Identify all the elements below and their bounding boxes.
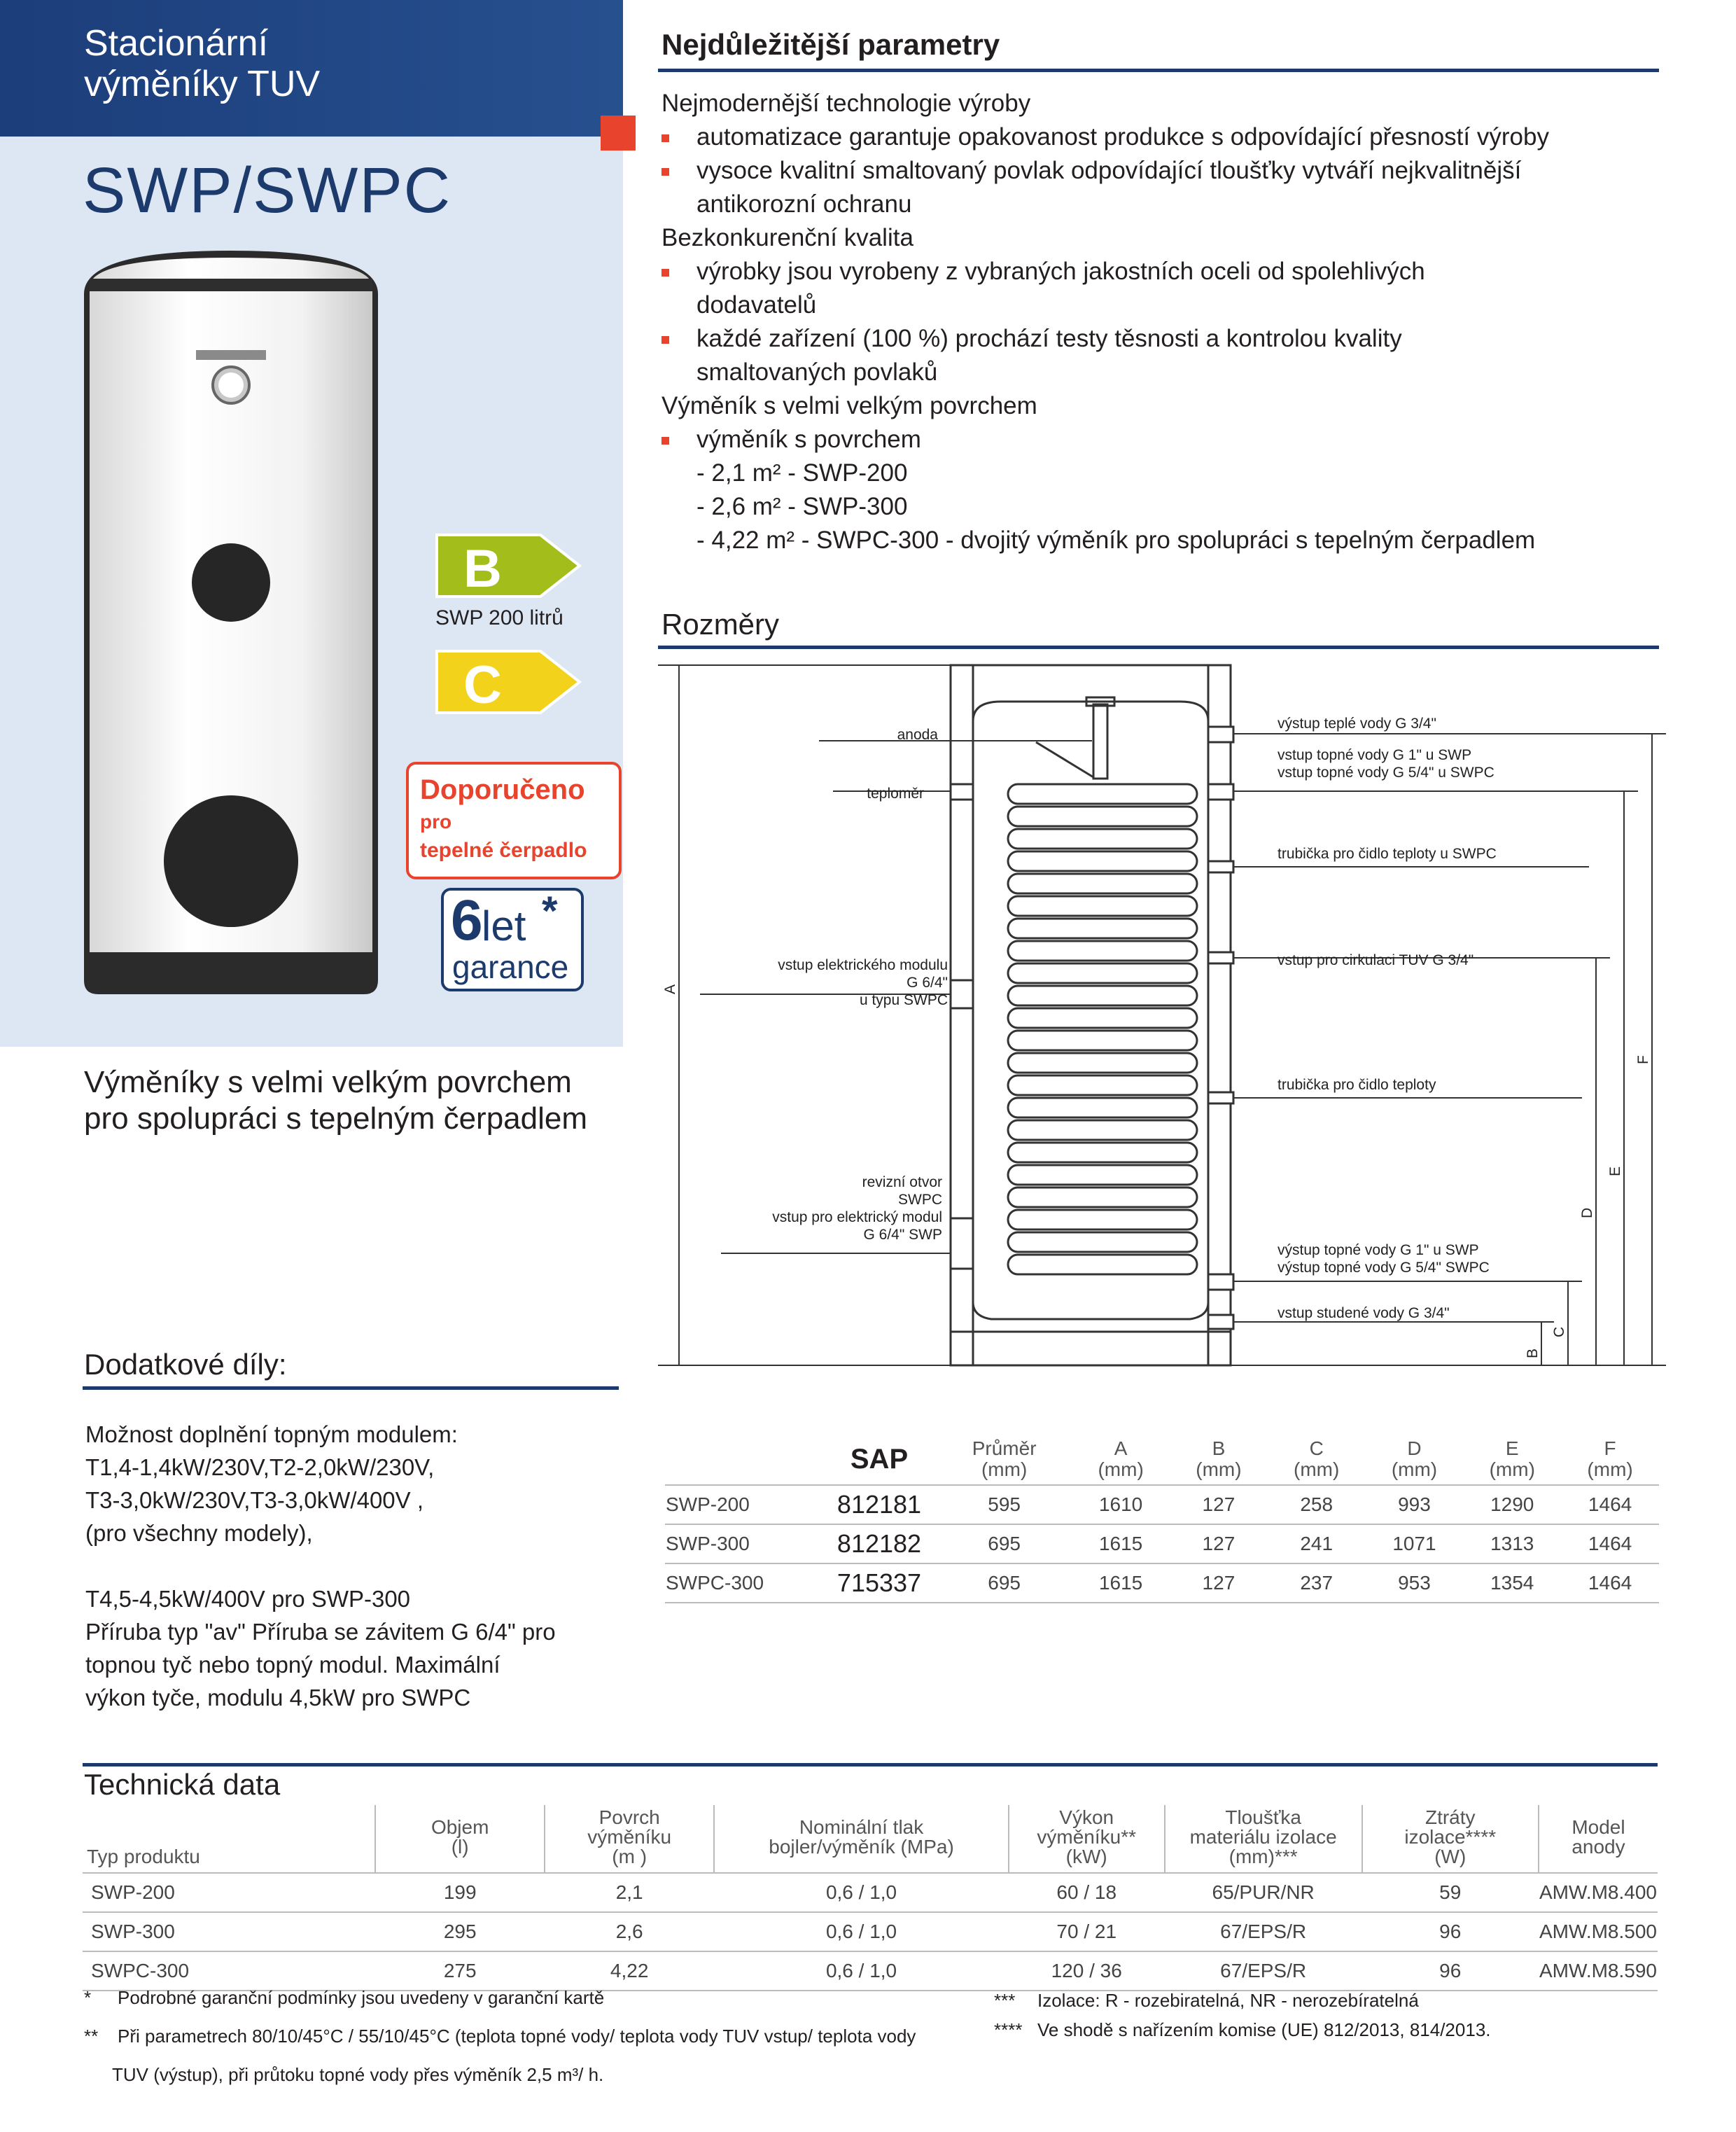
table-cell: 1610	[1072, 1485, 1170, 1524]
label-hot-out: výstup teplé vody G 3/4"	[1278, 716, 1436, 732]
logo-plate	[196, 350, 266, 360]
label-sensor: trubička pro čidlo teploty	[1278, 1077, 1436, 1093]
params-bullet: výrobky jsou vyrobeny z vybraných jakostních oceli od spolehlivých	[662, 255, 1656, 288]
table-header: Tloušťka materiálu izolace (mm)***	[1165, 1805, 1362, 1873]
table-cell: 120 / 36	[1009, 1951, 1165, 1991]
table-cell: 275	[375, 1951, 545, 1991]
table-cell: 695	[937, 1524, 1072, 1563]
energy-class-c-letter: C	[463, 655, 502, 714]
table-cell: 715337	[822, 1563, 937, 1603]
tech-rule	[83, 1763, 1658, 1767]
table-header: D (mm)	[1366, 1435, 1464, 1485]
accessories-line: Možnost doplnění topným modulem:	[85, 1421, 458, 1447]
table-row	[83, 1951, 1658, 1991]
label-heat-in: vstup topné vody G 5/4" u SWPC	[1278, 765, 1494, 781]
footnote-mark: ***	[994, 1990, 1016, 2011]
warranty-star: *	[542, 889, 558, 934]
table-cell: AMW.M8.500	[1539, 1912, 1658, 1951]
table-cell: 1290	[1463, 1485, 1561, 1524]
heat-exchanger-coil	[1008, 784, 1197, 1274]
table-cell: 96	[1362, 1912, 1539, 1951]
table-cell: 1071	[1366, 1524, 1464, 1563]
warranty-badge	[441, 888, 584, 991]
warranty-unit: let	[482, 903, 526, 949]
label-elec-module: u typu SWPC	[859, 992, 948, 1008]
table-cell: 199	[375, 1873, 545, 1912]
table-cell: SWP-200	[665, 1485, 822, 1524]
params-bullet: vysoce kvalitní smaltovaný povlak odpovídající tloušťky vytváří nejkvalitnější	[662, 154, 1656, 188]
table-cell: 295	[375, 1912, 545, 1951]
table-cell: AMW.M8.400	[1539, 1873, 1658, 1912]
table-cell: 1464	[1561, 1485, 1659, 1524]
subtitle-line1: Výměníky s velmi velkým povrchem	[84, 1065, 572, 1099]
params-heading: Výměník s velmi velkým povrchem	[662, 392, 1037, 419]
dim-label-f: F	[1635, 1055, 1651, 1064]
heat-pump-text: tepelné čerpadlo	[420, 839, 587, 862]
footnote-warranty: Podrobné garanční podmínky jsou uvedeny v garanční kartě	[118, 1987, 605, 2008]
table-header: Povrch výměníku (m )	[545, 1805, 714, 1873]
dimensions-title: Rozměry	[662, 608, 780, 641]
table-row	[665, 1524, 1659, 1563]
upper-flange-cover	[192, 543, 270, 622]
footnote-parameters: Při parametrech 80/10/45°C / 55/10/45°C (teplota topné vody/ teplota vody TUV vstup/ teplota vody	[118, 2026, 916, 2047]
tech-title: Technická data	[84, 1768, 281, 1801]
accessories-title: Dodatkové díly:	[84, 1348, 287, 1381]
params-sub-item: - 2,6 m² - SWP-300	[696, 493, 908, 520]
table-cell: SWPC-300	[83, 1951, 375, 1991]
params-sub-item: - 4,22 m² - SWPC-300 - dvojitý výměník pro spolupráci s tepelným čerpadlem	[696, 527, 1536, 554]
table-cell: 65/PUR/NR	[1165, 1873, 1362, 1912]
accessories-line: (pro všechny modely),	[85, 1520, 313, 1546]
table-cell: 258	[1268, 1485, 1366, 1524]
energy-class-c	[435, 650, 582, 714]
label-elec-module: vstup elektrického modulu	[778, 957, 948, 973]
table-cell: SWP-300	[83, 1912, 375, 1951]
table-row	[83, 1873, 1658, 1912]
dimension-drawing	[658, 658, 1666, 1400]
table-header: B (mm)	[1170, 1435, 1268, 1485]
table-header: F (mm)	[1561, 1435, 1659, 1485]
footnote-mark: **	[84, 2026, 99, 2047]
accessories-line: topnou tyč nebo topný modul. Maximální	[85, 1652, 500, 1678]
footnote-parameters-cont: TUV (výstup), při průtoku topné vody přes výměník 2,5 m³/ h.	[112, 2064, 604, 2085]
table-cell: 59	[1362, 1873, 1539, 1912]
table-cell: 1615	[1072, 1563, 1170, 1603]
tank-illustration	[70, 245, 392, 1015]
dim-label-e: E	[1607, 1166, 1623, 1176]
accessories-rule	[83, 1386, 619, 1390]
table-header: E (mm)	[1463, 1435, 1561, 1485]
table-cell: SWP-200	[83, 1873, 375, 1912]
table-header-row	[83, 1805, 1658, 1873]
label-sensor-swpc: trubička pro čidlo teploty u SWPC	[1278, 846, 1497, 862]
label-revision: revizní otvor	[862, 1174, 942, 1190]
table-header-sap: SAP	[822, 1435, 937, 1485]
table-header: Typ produktu	[83, 1805, 375, 1873]
energy-class-b-letter: B	[463, 539, 502, 598]
table-header: A (mm)	[1072, 1435, 1170, 1485]
table-cell: SWP-300	[665, 1524, 822, 1563]
label-circulation: vstup pro cirkulaci TUV G 3/4"	[1278, 952, 1474, 968]
table-header	[665, 1435, 822, 1485]
table-header: Výkon výměníku** (kW)	[1009, 1805, 1165, 1873]
table-cell: SWPC-300	[665, 1563, 822, 1603]
table-row	[665, 1563, 1659, 1603]
table-cell: 812181	[822, 1485, 937, 1524]
params-bullet-cont: smaltovaných povlaků	[696, 358, 938, 386]
footnote-mark: ****	[994, 2019, 1023, 2040]
energy-class-caption: SWP 200 litrů	[435, 606, 564, 629]
category-title-line2: výměníky TUV	[84, 64, 321, 104]
dimensions-rule	[658, 646, 1659, 649]
table-cell: 953	[1366, 1563, 1464, 1603]
params-bullet-cont: dodavatelů	[696, 291, 817, 319]
table-cell: 0,6 / 1,0	[714, 1912, 1008, 1951]
warranty-years: 6	[451, 889, 483, 952]
label-elec-module: G 6/4"	[906, 975, 948, 991]
table-header: C (mm)	[1268, 1435, 1366, 1485]
table-cell: 1615	[1072, 1524, 1170, 1563]
table-cell: 2,6	[545, 1912, 714, 1951]
params-bullet: výměník s povrchem	[662, 423, 1656, 457]
table-cell: 2,1	[545, 1873, 714, 1912]
table-header: Průměr (mm)	[937, 1435, 1072, 1485]
dim-label-c: C	[1551, 1326, 1567, 1337]
warranty-word: garance	[452, 949, 569, 985]
label-heat-in: vstup topné vody G 1" u SWP	[1278, 747, 1472, 763]
label-anode: anoda	[897, 727, 938, 743]
table-cell: 695	[937, 1563, 1072, 1603]
label-revision: G 6/4" SWP	[863, 1227, 942, 1243]
table-cell: 0,6 / 1,0	[714, 1951, 1008, 1991]
energy-class-b	[435, 534, 582, 598]
label-heat-out: výstup topné vody G 1" u SWP	[1278, 1242, 1479, 1258]
accessories-line: T3-3,0kW/230V,T3-3,0kW/400V ,	[85, 1487, 424, 1513]
subtitle-line2: pro spolupráci s tepelným čerpadlem	[84, 1101, 588, 1136]
table-cell: 127	[1170, 1485, 1268, 1524]
params-bullet-cont: antikorozní ochranu	[696, 190, 912, 218]
dim-label-d: D	[1579, 1207, 1595, 1218]
table-cell: 993	[1366, 1485, 1464, 1524]
table-cell: AMW.M8.590	[1539, 1951, 1658, 1991]
table-cell: 812182	[822, 1524, 937, 1563]
table-row	[83, 1912, 1658, 1951]
params-sub-item: - 2,1 m² - SWP-200	[696, 459, 908, 487]
recommended-text: Doporučeno	[420, 774, 585, 805]
table-cell: 67/EPS/R	[1165, 1912, 1362, 1951]
table-cell: 241	[1268, 1524, 1366, 1563]
accessories-line	[85, 1549, 617, 1582]
table-cell: 96	[1362, 1951, 1539, 1991]
accessories-line: Příruba typ "av" Příruba se závitem G 6/4" pro	[85, 1619, 556, 1645]
table-cell: 60 / 18	[1009, 1873, 1165, 1912]
tech-table	[83, 1805, 1658, 1991]
title-banner	[0, 0, 623, 137]
dim-label-b: B	[1525, 1348, 1541, 1358]
table-cell: 1464	[1561, 1563, 1659, 1603]
product-subtitle	[84, 1064, 587, 1137]
params-bullet: každé zařízení (100 %) prochází testy těsnosti a kontrolou kvality	[662, 322, 1656, 356]
label-revision: vstup pro elektrický modul	[772, 1209, 942, 1225]
table-header-row	[665, 1435, 1659, 1485]
table-header: Objem (l)	[375, 1805, 545, 1873]
label-heat-out: výstup topné vody G 5/4" SWPC	[1278, 1260, 1490, 1276]
footnote-mark: *	[84, 1987, 92, 2008]
dimensions-table	[665, 1435, 1659, 1603]
table-cell: 70 / 21	[1009, 1912, 1165, 1951]
table-header: Ztráty izolace**** (W)	[1362, 1805, 1539, 1873]
label-revision: SWPC	[898, 1192, 942, 1208]
params-list	[662, 87, 1656, 557]
table-cell: 67/EPS/R	[1165, 1951, 1362, 1991]
accessories-text	[85, 1418, 617, 1714]
accessories-line: T4,5-4,5kW/400V pro SWP-300	[85, 1586, 411, 1612]
accessories-line: výkon tyče, modulu 4,5kW pro SWPC	[85, 1685, 471, 1711]
dim-label-a: A	[662, 984, 678, 994]
table-cell: 0,6 / 1,0	[714, 1873, 1008, 1912]
category-title-line1: Stacionární	[84, 23, 269, 64]
table-header: Model anody	[1539, 1805, 1658, 1873]
params-heading: Nejmodernější technologie výroby	[662, 90, 1031, 117]
params-rule	[658, 69, 1659, 72]
label-thermometer: teploměr	[867, 786, 924, 802]
lower-flange-cover	[164, 795, 298, 927]
table-row	[665, 1485, 1659, 1524]
label-cold-in: vstup studené vody G 3/4"	[1278, 1305, 1450, 1321]
footnote-regulation: Ve shodě s nařízením komise (UE) 812/2013, 814/2013.	[1037, 2019, 1491, 2040]
table-cell: 1464	[1561, 1524, 1659, 1563]
heat-pump-badge	[406, 762, 622, 879]
table-cell: 595	[937, 1485, 1072, 1524]
table-cell: 237	[1268, 1563, 1366, 1603]
product-title: SWP/SWPC	[83, 155, 452, 226]
recommended-for-text: pro	[420, 811, 452, 832]
top-band	[90, 279, 372, 291]
table-cell: 127	[1170, 1563, 1268, 1603]
params-bullet: automatizace garantuje opakovanost produkce s odpovídající přesností výroby	[662, 120, 1656, 154]
table-cell: 1354	[1463, 1563, 1561, 1603]
table-cell: 1313	[1463, 1524, 1561, 1563]
table-header: Nominální tlak bojler/výměník (MPa)	[714, 1805, 1008, 1873]
params-title: Nejdůležitější parametry	[662, 28, 1000, 61]
accessories-line: T1,4-1,4kW/230V,T2-2,0kW/230V,	[85, 1454, 435, 1480]
footnote-insulation: Izolace: R - rozebiratelná, NR - nerozebíratelná	[1037, 1990, 1419, 2011]
table-cell: 127	[1170, 1524, 1268, 1563]
accent-square	[601, 116, 636, 151]
params-heading: Bezkonkurenční kvalita	[662, 224, 913, 251]
table-cell: 4,22	[545, 1951, 714, 1991]
